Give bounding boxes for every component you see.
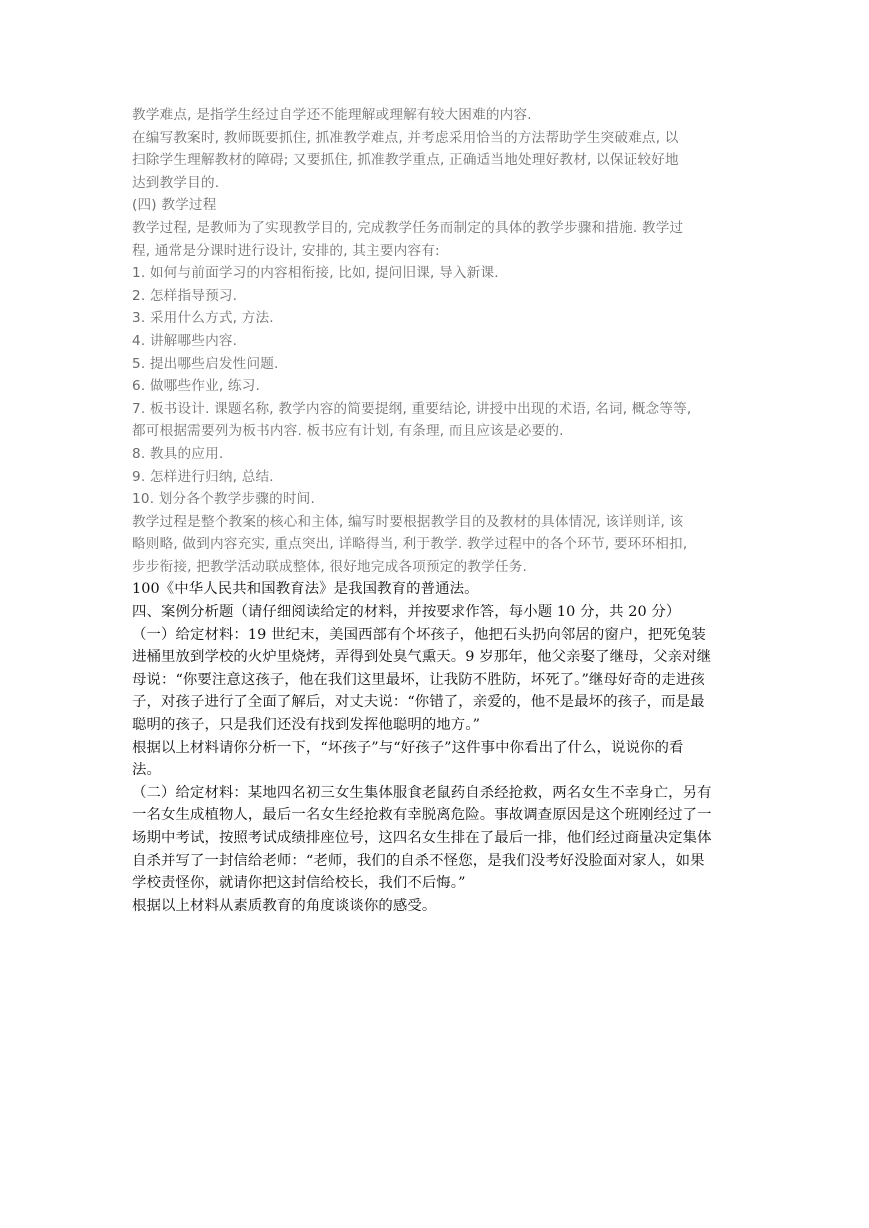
text-line: 法。 <box>132 762 161 779</box>
text-line: 进桶里放到学校的火炉里烧烤，弄得到处臭气熏天。9 岁那年，他父亲娶了继母，父亲对继 <box>132 649 712 666</box>
text-line: 学校责怪你，就请你把这封信给校长，我们不后悔。” <box>132 875 466 892</box>
text-line: 自杀并写了一封信给老师：“老师，我们的自杀不怪您，是我们没考好没脸面对家人，如果 <box>132 852 705 869</box>
text-line: 一名女生成植物人，最后一名女生经抢救有幸脱离危险。事故调查原因是这个班刚经过了一 <box>132 807 712 824</box>
list-item: 7. 板书设计. 课题名称, 教学内容的简要提纲, 重要结论, 讲授中出现的术语, 名词, 概念等等, <box>132 400 692 417</box>
list-item: 8. 教具的应用. <box>132 445 224 462</box>
text-line: 扫除学生理解教材的障碍; 又要抓住, 抓准教学重点, 正确适当地处理好教材, 以保证较好地 <box>132 152 679 169</box>
text-line: 略则略, 做到内容充实, 重点突出, 详略得当, 利于教学. 教学过程中的各个环节, 要环环相扣, <box>132 536 688 553</box>
question-line: 100《中华人民共和国教育法》是我国教育的普通法。 <box>132 581 479 598</box>
text-line: 根据以上材料请你分析一下，“坏孩子”与“好孩子”这件事中你看出了什么，说说你的看 <box>132 739 684 756</box>
list-item: 2. 怎样指导预习. <box>132 287 238 304</box>
text-line: 子，对孩子进行了全面了解后，对丈夫说：“你错了，亲爱的，他不是最坏的孩子，而是最 <box>132 694 705 711</box>
text-line: 都可根据需要列为板书内容. 板书应有计划, 有条理, 而且应该是必要的. <box>132 423 564 440</box>
text-line: 教学难点, 是指学生经过自学还不能理解或理解有较大困难的内容. <box>132 107 532 123</box>
text-line: 根据以上材料从素质教育的角度谈谈你的感受。 <box>132 897 437 914</box>
text-line: 步步衔接, 把教学活动联成整体, 很好地完成各项预定的教学任务. <box>132 558 528 575</box>
text-line: （二）给定材料：某地四名初三女生集体服食老鼠药自杀经抢救，两名女生不幸身亡，另有 <box>132 784 712 801</box>
list-item: 10. 划分各个教学步骤的时间. <box>132 491 315 508</box>
text-line: 教学过程是整个教案的核心和主体, 编写时要根据教学目的及教材的具体情况, 该详则详, 该 <box>132 513 684 530</box>
list-item: 6. 做哪些作业, 练习. <box>132 378 261 395</box>
section-heading: (四) 教学过程 <box>132 197 217 214</box>
list-item: 9. 怎样进行归纳, 总结. <box>132 468 274 485</box>
list-item: 5. 提出哪些启发性问题. <box>132 355 279 372</box>
document-page <box>132 104 742 917</box>
text-line: 教学过程, 是教师为了实现教学目的, 完成教学任务而制定的具体的教学步骤和措施. 教学过 <box>132 219 684 236</box>
text-line: 程, 通常是分课时进行设计, 安排的, 其主要内容有: <box>132 242 440 259</box>
list-item: 3. 采用什么方式, 方法. <box>132 310 274 327</box>
text-line: 聪明的孩子，只是我们还没有找到发挥他聪明的地方。” <box>132 717 481 734</box>
text-line: （一）给定材料：19 世纪末，美国西部有个坏孩子，他把石头扔向邻居的窗户，把死兔装 <box>132 626 706 643</box>
text-line: 场期中考试，按照考试成绩排座位号，这四名女生排在了最后一排，他们经过商量决定集体 <box>132 830 712 846</box>
list-item: 4. 讲解哪些内容. <box>132 332 238 349</box>
text-line: 在编写教案时, 教师既要抓住, 抓准教学难点, 并考虑采用恰当的方法帮助学生突破难点, 以 <box>132 129 679 146</box>
list-item: 1. 如何与前面学习的内容相衔接, 比如, 提问旧课, 导入新课. <box>132 265 499 282</box>
section-heading: 四、案例分析题（请仔细阅读给定的材料，并按要求作答，每小题 10 分，共 20 分） <box>132 604 681 621</box>
text-line: 母说：“你要注意这孩子，他在我们这里最坏，让我防不胜防，坏死了。”继母好奇的走进孩 <box>132 671 705 688</box>
text-line: 达到教学目的. <box>132 174 220 191</box>
